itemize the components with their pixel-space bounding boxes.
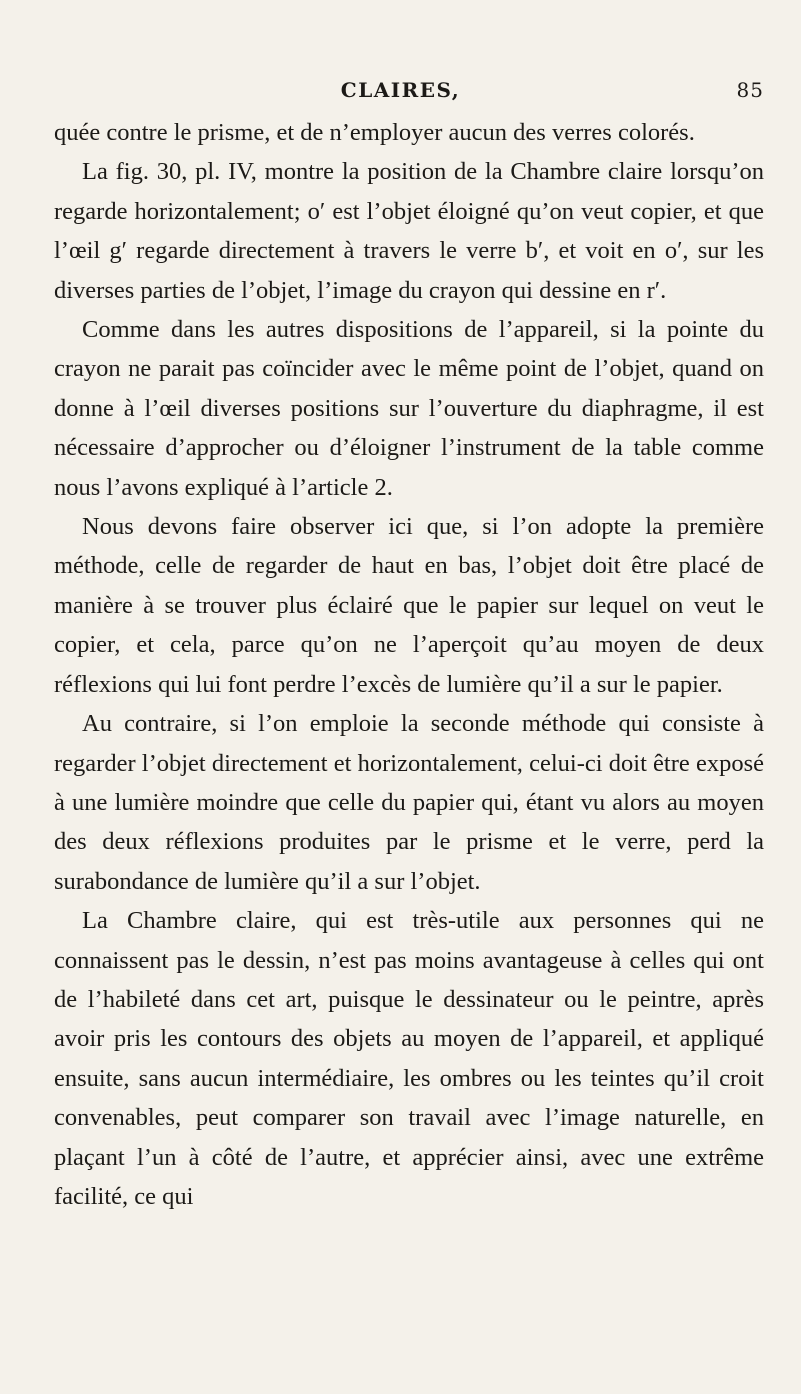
paragraph-figure-description: La fig. 30, pl. IV, montre la position de la Chambre claire lorsqu’on regarde horizontalement; o′ est l’objet éloigné qu’on veut copier, et que l’œil g′ regarde directement à travers le verre b′, et voit en o′, sur les diverses parties de l’objet, l’image du crayon qui dessine en r′. bbox=[54, 158, 764, 304]
body-text bbox=[54, 113, 764, 1216]
paragraph-usefulness: La Chambre claire, qui est très-utile aux personnes qui ne connaissent pas le dessin, n’est pas moins avantageuse à celles qui ont de l’habileté dans cet art, puisque le dessinateur ou le peintre, après avoir pris les contours des objets au moyen de l’appareil, et appliqué ensuite, sans aucun intermédiaire, les ombres ou les teintes qu’il croit convenables, peut comparer son travail avec l’image naturelle, en plaçant l’un à côté de l’autre, et apprécier ainsi, avec une extrême facilité, ce qui bbox=[54, 907, 764, 1210]
running-head bbox=[0, 78, 801, 108]
paragraph-second-method: Au contraire, si l’on emploie la seconde méthode qui consiste à regarder l’objet directement et horizontalement, celui-ci doit être exposé à une lumière moindre que celle du papier qui, étant vu alors au moyen des deux réflexions produites par le prisme et le verre, perd la surabondance de lumière qu’il a sur l’objet. bbox=[54, 710, 764, 895]
page-number: 85 bbox=[736, 78, 764, 102]
paragraph-first-method: Nous devons faire observer ici que, si l’on adopte la première méthode, celle de regarder de haut en bas, l’objet doit être placé de manière à se trouver plus éclairé que le papier sur lequel on veut le copier, et cela, parce qu’on ne l’aperçoit qu’au moyen de deux réflexions qui lui font perdre l’excès de lumière qu’il a sur le papier. bbox=[54, 513, 764, 698]
running-title: CLAIRES, bbox=[340, 78, 461, 102]
paragraph-adjustment: Comme dans les autres dispositions de l’appareil, si la pointe du crayon ne parait pas coïncider avec le même point de l’objet, quand on donne à l’œil diverses positions sur l’ouverture du diaphragme, il est nécessaire d’approcher ou d’éloigner l’instrument de la table comme nous l’avons expliqué à l’article 2. bbox=[54, 316, 764, 501]
paragraph-continuation: quée contre le prisme, et de n’employer aucun des verres colorés. bbox=[54, 119, 695, 146]
